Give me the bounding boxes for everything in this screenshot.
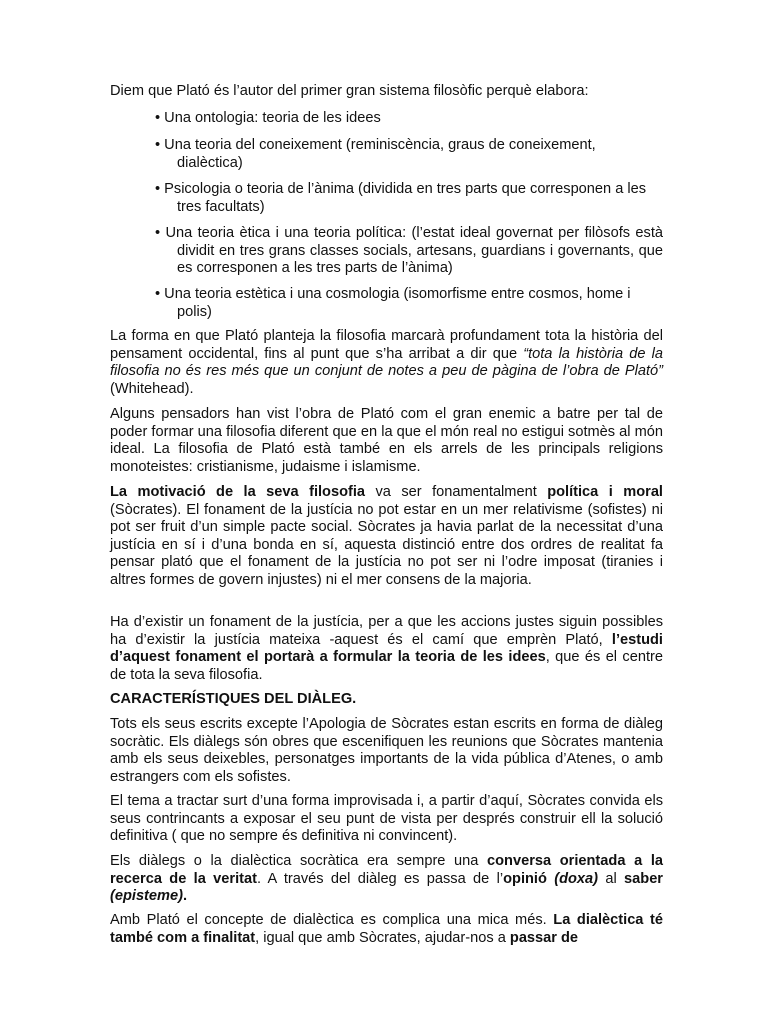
opinion-bold: opinió <box>503 870 555 887</box>
dialectic-mid: . A través del diàleg es passa de l’ <box>256 870 504 887</box>
motivation-paragraph <box>110 484 663 590</box>
foundation-bold: l’estudi d’aquest fonament el portarà a formular la teoria de les idees <box>110 631 663 666</box>
bullet-ontology: • Una ontologia: teoria de les idees <box>155 110 381 126</box>
dialectic-text: Els diàlegs o la dialèctica socràtica era sempre una <box>110 853 488 869</box>
bullet-aesthetics: • Una teoria estètica i una cosmologia (isomorfisme entre cosmos, home i polis) <box>155 286 631 320</box>
knowledge-bold: saber <box>624 870 663 887</box>
plato-dialectic-mid: , igual que amb Sòcrates, ajudar-nos a <box>255 929 510 946</box>
plato-dialectic-paragraph <box>110 912 663 947</box>
dialectic-to: al <box>598 870 625 887</box>
motivation-text: va ser fonamentalment <box>365 484 548 500</box>
episteme-term: (episteme) <box>110 888 183 905</box>
foundation-rest: , que és el centre de tota la seva filosofia. <box>110 649 663 683</box>
motivation-bold: La motivació de la seva filosofia <box>110 484 366 500</box>
theme-paragraph: El tema a tractar surt d’una forma improvisada i, a partir d’aquí, Sòcrates convida els seus contrincants a exposar el seu punt de vista per després construir ell la solució definitiva ( que no sempre és definitiva ni convincent). <box>110 793 663 845</box>
dialectic-paragraph <box>110 853 663 906</box>
motivation-rest: (Sòcrates). El fonament de la justícia no pot estar en un mer relativisme (sofistes) ni pot ser fruit d’un simple pacte social. Sòcrates ja havia parlat de la necessitat d’una justícia en sí i d’una bonda en sí, aquesta distinció entre dos ordres de realitat fa pensar plató que el fonament de la justícia no pot ser ni l’odre imposat (tiranies i altres formes de govern injustes) ni el mer consens de la majoria. <box>110 501 663 588</box>
intro-paragraph: Diem que Plató és l’autor del primer gran sistema filosòfic perquè elabora: <box>110 83 589 99</box>
whitehead-quote: “tota la història de la filosofia no és res més que un conjunt de notes a peu de pàgina de l’obra de Plató” <box>110 345 663 380</box>
foundation-text: Ha d’existir un fonament de la justícia, per a que les accions justes siguin possibles ha d’existir la justícia mateixa -aquest és el camí que emprèn Plató, <box>110 614 663 648</box>
writings-paragraph: Tots els seus escrits excepte l’Apologia de Sòcrates estan escrits en forma de diàleg socràtic. Els diàlegs són obres que escenifiquen les reunions que Sòcrates mantenia amb els seus deixebles, personatges importants de la vida pública d’Atenes, o amb estrangers com els sofistes. <box>110 716 663 785</box>
enemy-paragraph: Alguns pensadors han vist l’obra de Plató com el gran enemic a batre per tal de poder formar una filosofia diferent que en la que el món real no estigui sotmès al món ideal. La filosofia de Plató està també en els arrels de les principals religions monoteistes: cristianisme, judaisme i islamisme. <box>110 406 663 475</box>
section-heading: CARACTERÍSTIQUES DEL DIÀLEG. <box>110 691 357 707</box>
political-moral-bold: política i moral <box>547 484 663 500</box>
bullet-psychology: • Psicologia o teoria de l’ànima (dividida en tres parts que corresponen a les tres facultats) <box>155 181 647 215</box>
bullet-ethics-politics: • Una teoria ètica i una teoria política: (l’estat ideal governat per filòsofs està dividit en tres grans classes socials, artesans, guardians i governants, que es corresponen a les tres parts de l’ànima) <box>155 225 663 277</box>
dialectic-period: . <box>183 888 188 905</box>
influence-text: La forma en que Plató planteja la filosofia marcarà profundament tota la història del pensament occidental, fins al punt que s’ha arribat a dir que <box>110 328 663 362</box>
foundation-paragraph <box>110 614 663 684</box>
dialectic-purpose-bold: La dialèctica té també com a finalitat <box>110 912 663 946</box>
bullet-knowledge: • Una teoria del coneixement (reminiscència, graus de coneixement, dialèctica) <box>155 137 596 171</box>
pass-from-bold: passar de <box>509 929 579 946</box>
influence-paragraph <box>110 328 663 398</box>
truth-search-bold: conversa orientada a la recerca de la veritat <box>110 853 663 887</box>
influence-citation: (Whitehead). <box>110 380 194 397</box>
plato-dialectic-text: Amb Plató el concepte de dialèctica es complica una mica més. <box>110 912 554 928</box>
doxa-term: (doxa) <box>554 870 598 887</box>
